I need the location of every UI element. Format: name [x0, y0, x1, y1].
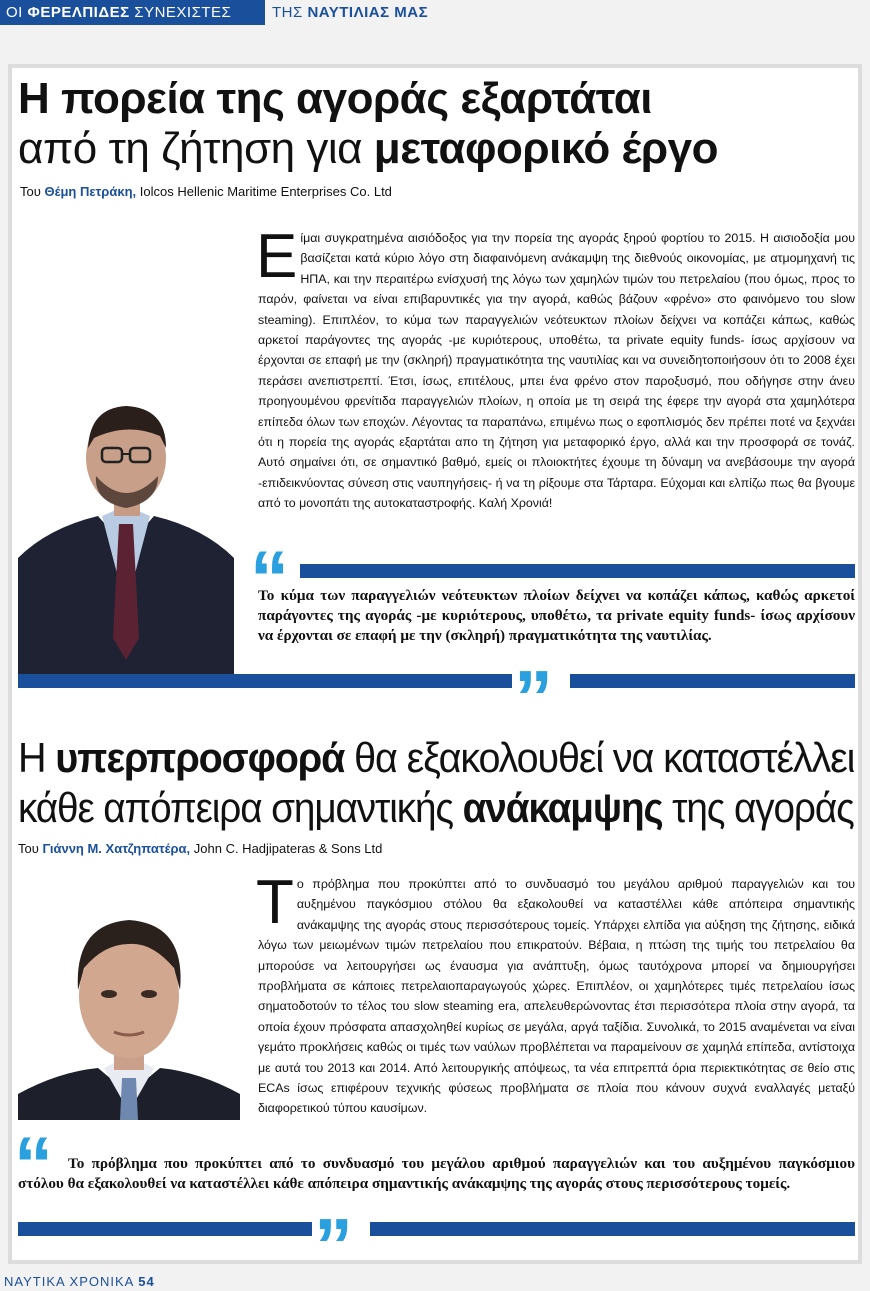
- section-label-prefix: ΟΙ: [6, 4, 28, 21]
- article2-title-line2-regular1: κάθε απόπειρα σημαντικής: [18, 784, 463, 831]
- article1-open-quote-icon: “: [250, 548, 289, 592]
- page-footer: [4, 1274, 155, 1289]
- article2-title-line1-regular1: Η: [18, 734, 56, 781]
- section-label-suffix: ΣΥΝΕΧΙΣΤΕΣ: [129, 4, 232, 21]
- article1-body-text: ίμαι συγκρατημένα αισιόδοξος για την πορεία της αγοράς ξηρού φορτίου το 2015. Η αισιοδοξία μου βασίζεται κατά κύριο λόγο στη διαφαινόμενη ανάκαμψη της διεθνούς οικονομίας, με ατμομηχανή τις ΗΠΑ, και την περαιτέρω ενίσχυσή της λόγω των χαμηλών τιμών του πετρελαίου (που όμως, προς το παρόν, φαίνεται να είναι επιβαρυντικές για την αγορά, καθώς βάζουν «φρένο» στο φαινόμενο του slow steaming). Επιπλέον, το κύμα των παραγγελιών νεότευκτων πλοίων δείχνει να κοπάζει κάπως, καθώς αρκετοί παράγοντες της αγοράς -με κυριότερους, υποθέτω, τα private equity funds- ίσως αρχίσουν να έρχονται σε επαφή με την (σκληρή) πραγματικότητα της ναυτιλίας και να συνειδητοποιήσουν ότι το 2008 έχει περάσει ανεπιστρεπτί. Έτσι, ίσως, επιτέλους, μπει ένα φρένο στον παροξυσμό, που οδήγησε στην άνευ προηγουμένου φρενίτιδα παραγγελιών πλοίων, η οποία με τη σειρά της έφερε την αγορά στα χαμηλότερα επίπεδα όλων των εποχών. Λέγοντας τα παραπάνω, επιμένω πως ο εφοπλισμός δεν πρέπει ποτέ να ξεχνάει ότι η πορεία της αγοράς εξαρτάται απο τη ζήτηση για μεταφορικό έργο, αλλά και την προσφορά σε τονάζ. Αυτό σημαίνει ότι, σε σημαντικό βαθμό, εμείς οι πλοιοκτήτες έχουμε τη δύναμη να ανεβάσουμε την αγορά -επιδεικνύοντας σύνεση στις ναυπηγήσεις- ή να τη ρίξουμε στα Τάρταρα. Εύχομαι και ελπίζω πως θα βγουμε από το μονοπάτι της αυτοκαταστροφής. Καλή Χρονιά!: [258, 231, 855, 511]
- article1-title-line1-text: Η πορεία της αγοράς εξαρτάται: [18, 74, 652, 123]
- article1-author: Θέμη Πετράκη,: [44, 184, 137, 199]
- article2-pull-quote: Το πρόβλημα που προκύπτει από το συνδυασμό του μεγάλου αριθμού παραγγελιών και του αυξημένου παγκόσμιου στόλου θα εξακολουθεί να καταστέλλει κάθε απόπειρα σημαντικής ανάκαμψης της αγοράς στους περισσότερους τομείς.: [18, 1155, 855, 1192]
- article2-body: [256, 868, 855, 1119]
- article2-company: John C. Hadjipateras & Sons Ltd: [190, 841, 383, 856]
- article2-title-line2-regular2: της αγοράς: [662, 784, 854, 831]
- article1-title-line2-regular: από τη ζήτηση για: [18, 124, 374, 173]
- portrait-hadjipateras-image: [18, 898, 240, 1120]
- article2-byline: [18, 841, 382, 856]
- article2-author-photo: [18, 898, 240, 1120]
- article1-byline: [20, 184, 392, 199]
- article2-quote-bottom-bar-left: [18, 1222, 312, 1236]
- article1-title-line1: [18, 74, 652, 124]
- article1-title-line2-bold: μεταφορικό έργο: [373, 124, 718, 173]
- section-sublabel-bold: ΝΑΥΤΙΛΙΑΣ ΜΑΣ: [307, 4, 429, 21]
- portrait-petrakis-image: [18, 398, 234, 674]
- article1-body: [256, 222, 855, 514]
- article1-quote-bottom-bar-right: [570, 674, 855, 688]
- section-sublabel: [272, 0, 428, 25]
- article2-title-line1: [18, 734, 854, 782]
- article1-quote-bottom-bar-left: [18, 674, 512, 688]
- article2-open-quote-icon: “: [14, 1134, 53, 1178]
- article2-drop-cap: Τ: [256, 868, 294, 937]
- publication-name: ΝΑΥΤΙΚΑ ΧΡΟΝΙΚΑ: [4, 1274, 139, 1289]
- article2-title-line2: [18, 784, 854, 832]
- article1-author-photo: [18, 398, 234, 674]
- article2-body-text: ο πρόβλημα που προκύπτει από το συνδυασμό του μεγάλου αριθμού παραγγελιών και του αυξημένου παγκόσμιου στόλου θα εξακολουθεί να καταστέλλει κάθε απόπειρα σημαντικής ανάκαμψης της αγοράς στους περισσότερους τομείς. Υπάρχει ελπίδα για αύξηση της ζήτησης, ειδικά λόγω των μειωμένων τιμών πετρελαίου που επικρατούν. Βέβαια, η πτώση της τιμής του πετρελαίου θα μπορούσε να λειτουργήσει ως έναυσμα για ανάπτυξη, όμως ταυτόχρονα μπορεί να δημιουργήσει προβλήματα σε κάποιες πετρελαιοπαραγωγούς χώρες. Επιπλέον, οι χαμηλότερες τιμές πετρελαίου ίσως σηματοδοτούν το τέλος του slow steaming era, απελευθερώνοντας έτσι περισσότερα πλοία στην αγορά, τα οποία έχουν πρόσφατα απασχοληθεί κυρίως σε μεγάλα, αργά ταξίδια. Συνολικά, το 2015 αναμένεται να είναι γεμάτο προκλήσεις καθώς οι τιμές των ναύλων προβλέπεται να παραμείνουν σε χαμηλά επίπεδα, αντίστοιχα με αυτά του 2013 και 2014. Από λειτουργικής απόψεως, τα νέα επιτρεπτά όρια περιεκτικότητας σε θείο στις ECAs ίσως επιφέρουν τεχνικής φύσεως προβλήματα σε πλοία που κάνουν συχνά εναλλαγές μεταξύ διαφορετικού τύπου καυσίμων.: [258, 877, 855, 1116]
- article1-quote-top-bar: [300, 564, 855, 578]
- article2-byline-prefix: Του: [18, 841, 43, 856]
- article2-title-line1-regular2: θα εξακολουθεί να καταστέλλει: [344, 734, 855, 781]
- article1-byline-prefix: Του: [20, 184, 45, 199]
- article1-company: Iolcos Hellenic Maritime Enterprises Co. Ltd: [136, 184, 392, 199]
- article2-title-line2-bold: ανάκαμψης: [462, 784, 663, 831]
- section-label: [0, 0, 265, 25]
- section-label-bold: ΦΕΡΕΛΠΙΔΕΣ: [27, 4, 130, 21]
- article2-author: Γιάννη Μ. Χατζηπατέρα,: [42, 841, 191, 856]
- article1-title-line2: [18, 124, 718, 174]
- page-number: 54: [138, 1274, 155, 1289]
- article2-quote-bottom-bar-right: [370, 1222, 855, 1236]
- article2-title-line1-bold: υπερπροσφορά: [55, 734, 345, 781]
- article1-close-quote-icon: ”: [514, 668, 553, 712]
- article1-pull-quote: Το κύμα των παραγγελιών νεότευκτων πλοίων δείχνει να κοπάζει κάπως, καθώς αρκετοί παράγοντες της αγοράς -με κυριότερους, υποθέτω, τα private equity funds- ίσως αρχίσουν να έρχονται σε επαφή με την (σκληρή) πραγματικότητα της ναυτιλίας.: [258, 587, 855, 644]
- article1-drop-cap: Ε: [256, 222, 298, 291]
- article2-close-quote-icon: ”: [314, 1216, 353, 1260]
- section-header: [0, 0, 870, 25]
- section-sublabel-prefix: ΤΗΣ: [272, 4, 308, 21]
